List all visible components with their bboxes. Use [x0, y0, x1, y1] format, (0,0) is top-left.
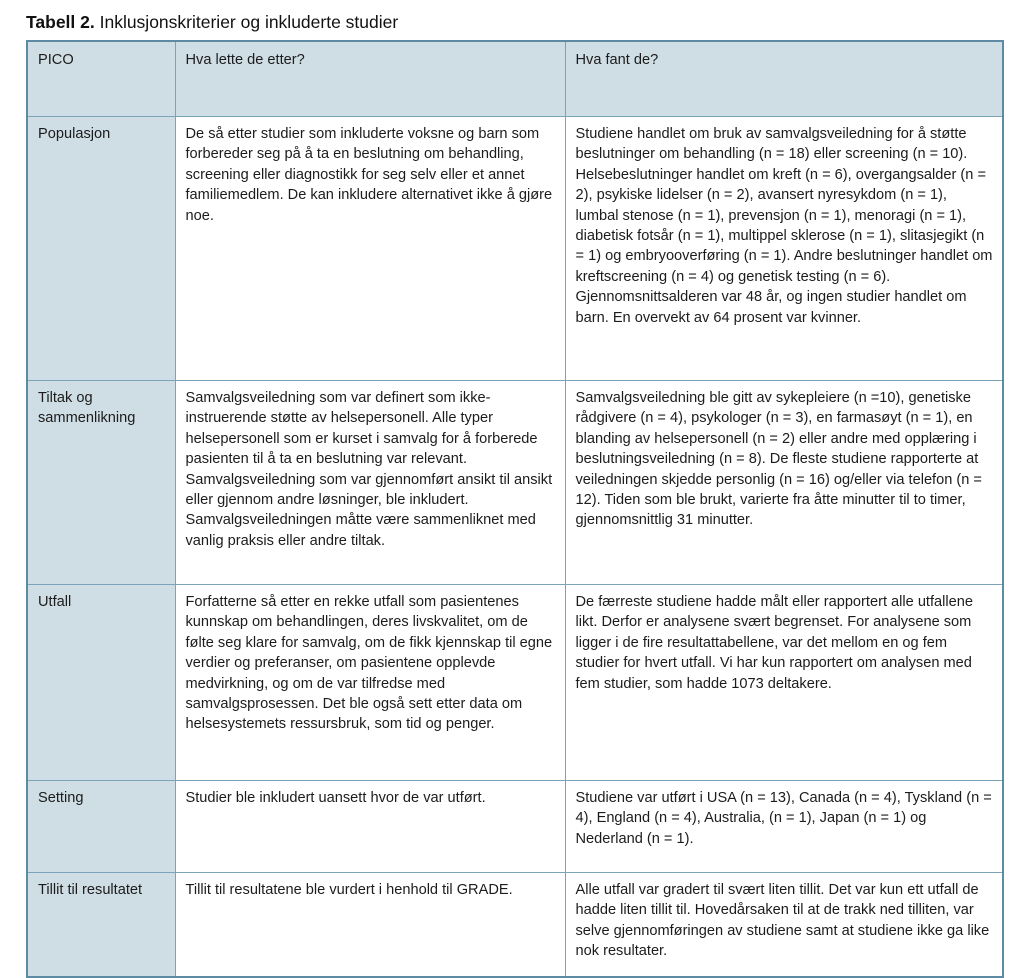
table-row — [27, 381, 1003, 585]
row-found-tiltak-og-sammenlikning: Samvalgsveiledning ble gitt av sykepleiere (n =10), genetiske rådgivere (n = 4), psykologer (n = 3), en farmasøyt (n = 1), en blanding av helsepersonell (n = 2) eller andre med opplæring i beslutningsveiledning (n = 8). De fleste studiene rapporterte at veiledningen skjedde personlig (n = 16) og/eller via telefon (n = 12). Tiden som ble brukt, varierte fra åtte minutter til to timer, gjennomsnittlig 31 minutter. — [565, 381, 1003, 585]
row-looked-for-tiltak-og-sammenlikning: Samvalgsveiledning som var definert som ikke-instruerende støtte av helsepersonell. Alle typer helsepersonell som er kurset i samvalg for å forberede pasienten til å ta en beslutning var relevant. Samvalgsveiledning som var gjennomført ansikt til ansikt eller gjennom andre løsninger, ble inkludert. Samvalgsveiledningen måtte være sammenliknet med vanlig praksis eller andre tiltak. — [175, 381, 565, 585]
table-caption — [26, 10, 1002, 34]
column-header-looked-for: Hva lette de etter? — [175, 41, 565, 117]
column-header-found: Hva fant de? — [565, 41, 1003, 117]
row-found-setting: Studiene var utført i USA (n = 13), Canada (n = 4), Tyskland (n = 4), England (n = 4), Australia, (n = 1), Japan (n = 1) og Nederland (n = 1). — [565, 781, 1003, 873]
table-caption-title: Inklusjonskriterier og inkluderte studier — [99, 12, 399, 32]
row-looked-for-utfall: Forfatterne så etter en rekke utfall som pasientenes kunnskap om behandlingen, deres livskvalitet, om de følte seg klare for samvalg, om de fikk kjennskap til egne verdier og preferanser, om pasientene opplevde medvirkning, og om de var tilfredse med samvalgsprosessen. Det ble også sett etter data om helsesystemets ressursbruk, som tid og penger. — [175, 585, 565, 781]
row-looked-for-tillit-til-resultatet: Tillit til resultatene ble vurdert i henhold til GRADE. — [175, 873, 565, 978]
row-found-populasjon: Studiene handlet om bruk av samvalgsveiledning for å støtte beslutninger om behandling (n = 18) eller screening (n = 10). Helsebeslutninger handlet om kreft (n = 6), overgangsalder (n = 2), psykiske lidelser (n = 2), avansert nyresykdom (n = 1), lumbal stenose (n = 1), prevensjon (n = 1), menoragi (n = 1), diabetisk fotsår (n = 1), multippel sklerose (n = 1), slitasjegikt (n = 1) og embryooverføring (n = 1). Andre beslutninger handlet om kreftscreening (n = 4) og genetisk testing (n = 6). Gjennomsnittsalderen var 48 år, og ingen studier handlet om barn. En overvekt av 64 prosent var kvinner. — [565, 117, 1003, 381]
row-key-setting: Setting — [27, 781, 175, 873]
row-key-tiltak-og-sammenlikning: Tiltak og sammenlikning — [27, 381, 175, 585]
table-row — [27, 117, 1003, 381]
table-row — [27, 781, 1003, 873]
row-key-utfall: Utfall — [27, 585, 175, 781]
table-header-row — [27, 41, 1003, 117]
row-looked-for-setting: Studier ble inkludert uansett hvor de var utført. — [175, 781, 565, 873]
row-found-utfall: De færreste studiene hadde målt eller rapportert alle utfallene likt. Derfor er analysene svært begrenset. For analysene som ligger i de fire resultattabellene, var det mellom en og fem studier for hvert utfall. Vi har kun rapportert om analysen med fem studier, som hadde 1073 deltakere. — [565, 585, 1003, 781]
table-row — [27, 873, 1003, 978]
row-looked-for-populasjon: De så etter studier som inkluderte voksne og barn som forbereder seg på å ta en beslutning om behandling, screening eller diagnostikk for seg selv eller et annet familiemedlem. De kan inkludere alternativet ikke å gjøre noe. — [175, 117, 565, 381]
table-row — [27, 585, 1003, 781]
column-header-pico: PICO — [27, 41, 175, 117]
row-key-populasjon: Populasjon — [27, 117, 175, 381]
table-caption-label: Tabell 2. — [26, 12, 100, 32]
row-key-tillit-til-resultatet: Tillit til resultatet — [27, 873, 175, 978]
row-found-tillit-til-resultatet: Alle utfall var gradert til svært liten tillit. Det var kun ett utfall de hadde liten tillit til. Hovedårsaken til at de trakk ned tilliten, var selve gjennomføringen av studiene samt at studiene ikke ga like nok resultater. — [565, 873, 1003, 978]
inclusion-criteria-table — [26, 40, 1004, 978]
